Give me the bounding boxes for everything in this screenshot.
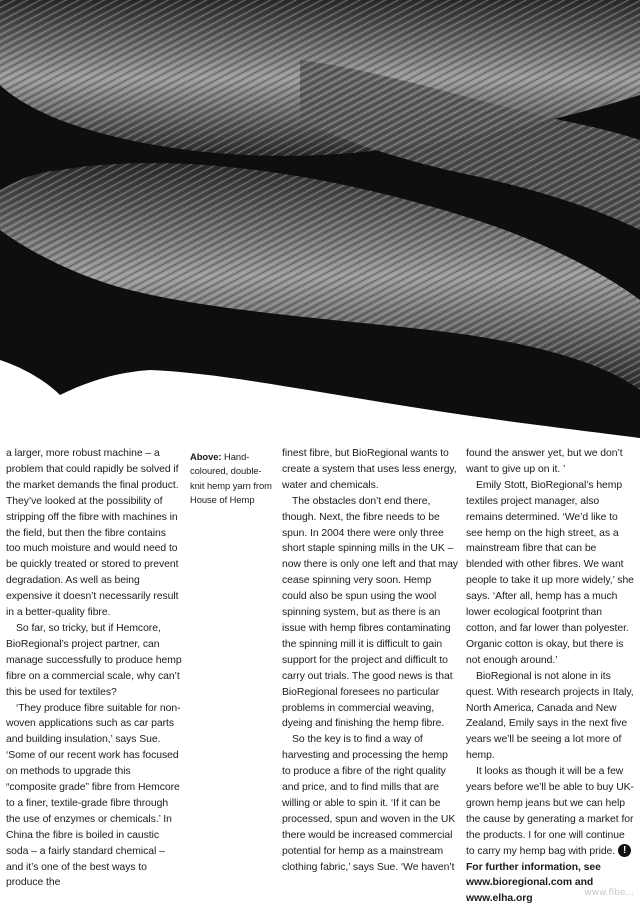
photo-caption bbox=[190, 450, 274, 508]
paragraph: Emily Stott, BioRegional’s hemp textiles project manager, also remains determined. ‘We’d like to see hemp on the high street, as a mainstream fibre that can be blended with other fibres. We want people to take it up more widely,’ she says. ‘After all, hemp has a much lower ecological footprint than cotton, and far lower than polyester. Organic cotton is okay, but there is not enough around.’ bbox=[466, 479, 634, 666]
watermark: www.fibe... bbox=[584, 888, 634, 898]
paragraph bbox=[466, 764, 634, 859]
paragraph: finest fibre, but BioRegional wants to create a system that uses less energy, water and chemicals. bbox=[282, 448, 457, 491]
article-column-1 bbox=[6, 446, 182, 891]
paragraph: ‘They produce fibre suitable for non-woven applications such as car parts and building insulation,’ says Sue. ‘Some of our recent work has focused on methods to upgrade this “composite grade” fibre from Hemcore to a finer, textile-grade fibre through the use of enzymes or chemicals.’ In China the fibre is boiled in caustic soda – a fairly standard chemical – and it’s one of the best ways to produce the bbox=[6, 702, 181, 889]
paragraph: The obstacles don’t end there, though. Next, the fibre needs to be spun. In 2004 there were only three short staple spinning mills in the UK – now there is only one left and that may cease spinning very soon. Hemp could also be spun using the wool spinning system, but as there is an issue with hemp fibres contaminating the spinning mill it is difficult to gain support for the project and difficult to carry out trials. The good news is that BioRegional foresees no particular problems in commercial weaving, dyeing and finishing the hemp fibre. bbox=[282, 495, 458, 730]
paragraph: So far, so tricky, but if Hemcore, BioRegional’s project partner, can manage successfully to produce hemp fibre on a commercial scale, why can’t this be used for textiles? bbox=[6, 622, 182, 698]
hemp-yarn-photo bbox=[0, 0, 640, 440]
end-of-article-icon: ! bbox=[618, 844, 631, 857]
paragraph: a larger, more robust machine – a problem that could rapidly be solved if the market demands the final product. They’ve looked at the possibility of stripping off the fibre with machines in the field, but then the fibre contains too much moisture and would need to be quickly treated or stored to prevent degradation. As well as being expensive it doesn’t necessarily result in a better-quality fibre. bbox=[6, 448, 179, 619]
caption-label: Above: bbox=[190, 451, 222, 462]
article-column-2 bbox=[282, 446, 458, 875]
paragraph: BioRegional is not alone in its quest. With research projects in Italy, North America, Canada and New Zealand, Emily says in the next five years we’ll be seeing a lot more of hemp. bbox=[466, 670, 634, 762]
further-information: For further information, see www.bioregional.com and www.elha.org bbox=[466, 861, 601, 904]
paragraph-text: It looks as though it will be a few years before we’ll be able to buy UK-grown hemp jeans but we can help the cause by generating a market for the products. I for one will continue to carry my hemp bag with pride. bbox=[466, 766, 634, 857]
paragraph: found the answer yet, but we don’t want to give up on it. ’ bbox=[466, 448, 623, 475]
paragraph: So the key is to find a way of harvesting and processing the hemp to produce a fibre of the right quality and price, and to find mills that are willing or able to spin it. ‘If it can be processed, spun and woven in the UK there would be increased commercial potential for hemp as a mainstream clothing fabric,’ says Sue. ‘We haven’t bbox=[282, 734, 456, 873]
article-column-3 bbox=[466, 446, 634, 906]
caption-text: Hand-coloured, double-knit hemp yarn from House of Hemp bbox=[190, 451, 272, 506]
